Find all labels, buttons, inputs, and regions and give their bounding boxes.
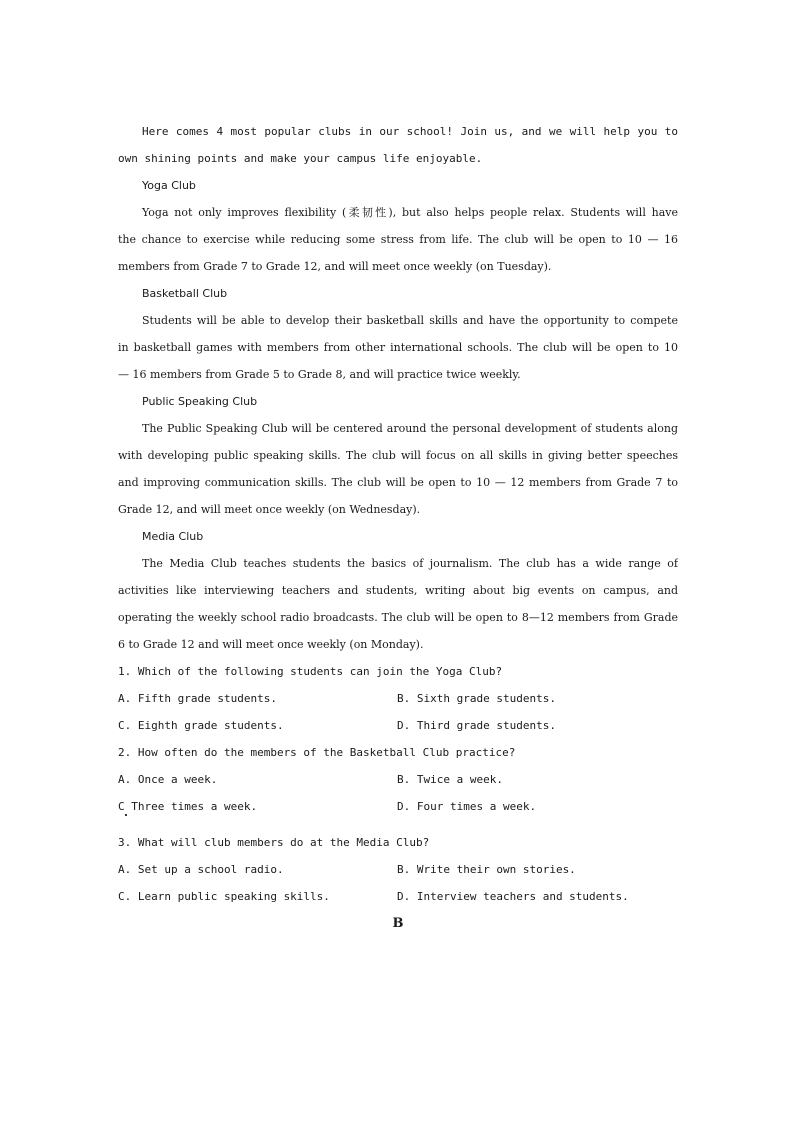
club-heading-yoga: Yoga Club: [142, 179, 196, 192]
intro-line: own shining points and make your campus life enjoyable.: [118, 152, 483, 165]
club-heading-basketball: Basketball Club: [142, 287, 228, 300]
question-stem: 2. How often do the members of the Basketball Club practice?: [118, 746, 516, 759]
option-row: [118, 883, 678, 910]
club-text-line: 6 to Grade 12 and will meet once weekly (on Monday).: [118, 638, 424, 651]
question-stem: 1. Which of the following students can join the Yoga Club?: [118, 665, 503, 678]
club-text-line: The Media Club teaches students the basics of journalism. The club has a wide range of: [142, 557, 678, 570]
club-text-line: Yoga not only improves flexibility (柔韧性), but also helps people relax. Students will have: [142, 206, 678, 219]
option: B. Twice a week.: [397, 773, 503, 786]
option: A. Once a week.: [118, 773, 218, 786]
club-heading-media: Media Club: [142, 530, 204, 543]
club-text-line: members from Grade 7 to Grade 12, and will meet once weekly (on Tuesday).: [118, 260, 552, 273]
option: C Three times a week.: [118, 800, 258, 813]
stray-mark: [125, 814, 127, 816]
document-page: [118, 118, 678, 937]
club-text-line: the chance to exercise while reducing some stress from life. The club will be open to 10 — 16: [118, 233, 678, 246]
option: B. Write their own stories.: [397, 863, 576, 876]
option: C. Learn public speaking skills.: [118, 890, 330, 903]
section-letter: B: [392, 916, 404, 931]
option: D. Four times a week.: [397, 800, 537, 813]
option: D. Interview teachers and students.: [397, 890, 629, 903]
option: B. Sixth grade students.: [397, 692, 556, 705]
question-stem: 3. What will club members do at the Media Club?: [118, 836, 430, 849]
option-row: [118, 856, 678, 883]
club-text-line: in basketball games with members from other international schools. The club will be open to 10: [118, 341, 678, 354]
intro-line: Here comes 4 most popular clubs in our school! Join us, and we will help you to: [142, 125, 678, 138]
club-text-line: activities like interviewing teachers and students, writing about big events on campus, and: [118, 584, 678, 597]
option: C. Eighth grade students.: [118, 719, 284, 732]
option: D. Third grade students.: [397, 719, 556, 732]
option-row: [118, 712, 678, 739]
club-text-line: The Public Speaking Club will be centered around the personal development of students along: [142, 422, 678, 435]
club-text-line: operating the weekly school radio broadcasts. The club will be open to 8—12 members from Grade: [118, 611, 678, 624]
club-text-line: and improving communication skills. The club will be open to 10 — 12 members from Grade 7 to: [118, 476, 678, 489]
spacer: [118, 820, 678, 829]
club-text-line: — 16 members from Grade 5 to Grade 8, and will practice twice weekly.: [118, 368, 521, 381]
club-text-line: Students will be able to develop their basketball skills and have the opportunity to compete: [142, 314, 678, 327]
option: A. Fifth grade students.: [118, 692, 277, 705]
club-text-line: with developing public speaking skills. The club will focus on all skills in giving better speeches: [118, 449, 678, 462]
option-row: [118, 766, 678, 793]
club-text-line: Grade 12, and will meet once weekly (on Wednesday).: [118, 503, 421, 516]
option-row: [118, 793, 678, 820]
option-row: [118, 685, 678, 712]
club-heading-public-speaking: Public Speaking Club: [142, 395, 258, 408]
option: A. Set up a school radio.: [118, 863, 284, 876]
